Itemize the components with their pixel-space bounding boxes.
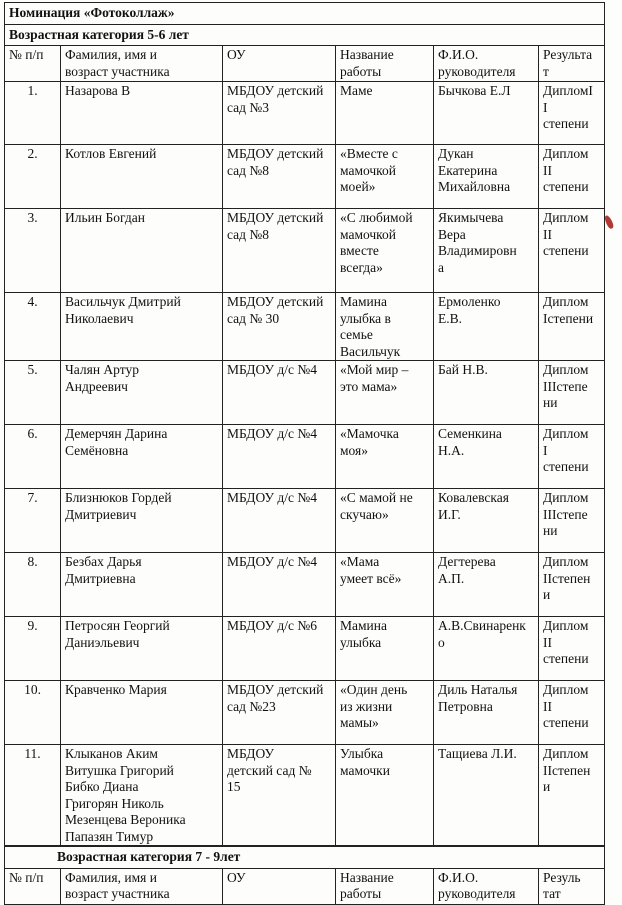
cell-num: 5. [5, 361, 61, 425]
cell-leader: Тащиева Л.И. [434, 745, 539, 846]
cell-leader: Диль Наталья Петровна [434, 681, 539, 745]
header-result: Результа т [539, 46, 605, 82]
table-row [5, 82, 605, 145]
table-row [5, 489, 605, 553]
cell-leader: Бычкова Е.Л [434, 82, 539, 145]
cell-leader: Якимычева Вера Владимировн а [434, 209, 539, 293]
header-num: № п/п [5, 868, 61, 904]
results-table-2 [4, 846, 605, 905]
cell-result: Диплом II степени [539, 617, 605, 681]
table-row [5, 553, 605, 617]
cell-org: МБДОУ д/с №4 [223, 361, 336, 425]
cell-work: «Мама умеет всё» [336, 553, 434, 617]
cell-name: Петросян Георгий Даниэльевич [61, 617, 223, 681]
cell-name: Близнюков Гордей Дмитриевич [61, 489, 223, 553]
header-org: ОУ [223, 46, 336, 82]
ink-mark [603, 214, 614, 229]
cell-result: Диплом Iстепени [539, 293, 605, 361]
cell-name: Демерчян Дарина Семёновна [61, 425, 223, 489]
cell-org: МБДОУ детский сад №8 [223, 145, 336, 209]
cell-num: 4. [5, 293, 61, 361]
cell-num: 8. [5, 553, 61, 617]
table-row [5, 425, 605, 489]
header-num: № п/п [5, 46, 61, 82]
cell-name: Безбах Дарья Дмитриевна [61, 553, 223, 617]
header-work: Название работы [336, 46, 434, 82]
table-row [5, 745, 605, 846]
cell-num: 1. [5, 82, 61, 145]
header-work: Название работы [336, 868, 434, 904]
cell-result: Диплом I степени [539, 425, 605, 489]
cell-num: 2. [5, 145, 61, 209]
table-row [5, 681, 605, 745]
cell-result: Диплом II степени [539, 209, 605, 293]
cell-work: «Вместе с мамочкой моей» [336, 145, 434, 209]
cell-leader: Бай Н.В. [434, 361, 539, 425]
cell-org: МБДОУ д/с №4 [223, 425, 336, 489]
header-leader: Ф.И.О. руководителя [434, 46, 539, 82]
cell-result: Диплом IIIстепе ни [539, 361, 605, 425]
cell-name: Назарова В [61, 82, 223, 145]
document-sheet [4, 2, 604, 905]
cell-num: 9. [5, 617, 61, 681]
table-row [5, 293, 605, 361]
cell-org: МБДОУ детский сад № 15 [223, 745, 336, 846]
cell-org: МБДОУ детский сад №3 [223, 82, 336, 145]
header-name: Фамилия, имя и возраст участника [61, 868, 223, 904]
cell-result: Диплом IIстепен и [539, 745, 605, 846]
header-name: Фамилия, имя и возраст участника [61, 46, 223, 82]
header-org: ОУ [223, 868, 336, 904]
cell-name: Клыканов Аким Витушка Григорий Бибко Диана Григорян Николь Мезенцева Вероника Папазян Тимур [61, 745, 223, 846]
nomination-title: Номинация «Фотоколлаж» [5, 3, 605, 25]
cell-num: 10. [5, 681, 61, 745]
cell-org: МБДОУ детский сад №23 [223, 681, 336, 745]
results-table [4, 2, 605, 846]
table-row [5, 361, 605, 425]
cell-work: Мамина улыбка [336, 617, 434, 681]
cell-org: МБДОУ детский сад № 30 [223, 293, 336, 361]
cell-leader: Ковалевская И.Г. [434, 489, 539, 553]
cell-work: Мамина улыбка в семье Васильчук [336, 293, 434, 361]
table-header-row-2 [5, 868, 605, 904]
cell-work: «Мамочка моя» [336, 425, 434, 489]
table-row [5, 617, 605, 681]
cell-leader: Дукан Екатерина Михайловна [434, 145, 539, 209]
cell-work: «С мамой не скучаю» [336, 489, 434, 553]
cell-work: «Мой мир – это мама» [336, 361, 434, 425]
cell-num: 11. [5, 745, 61, 846]
cell-name: Васильчук Дмитрий Николаевич [61, 293, 223, 361]
cell-name: Чалян Артур Андреевич [61, 361, 223, 425]
cell-org: МБДОУ д/с №6 [223, 617, 336, 681]
cell-num: 3. [5, 209, 61, 293]
cell-leader: Семенкина Н.А. [434, 425, 539, 489]
cell-org: МБДОУ детский сад №8 [223, 209, 336, 293]
cell-leader: Ермоленко Е.В. [434, 293, 539, 361]
cell-name: Ильин Богдан [61, 209, 223, 293]
cell-work: «С любимой мамочкой вместе всегда» [336, 209, 434, 293]
cell-result: ДипломI I степени [539, 82, 605, 145]
table-header-row [5, 46, 605, 82]
cell-leader: Дегтерева А.П. [434, 553, 539, 617]
cell-leader: А.В.Свинаренк о [434, 617, 539, 681]
cell-name: Кравченко Мария [61, 681, 223, 745]
cell-org: МБДОУ д/с №4 [223, 489, 336, 553]
cell-name: Котлов Евгений [61, 145, 223, 209]
cell-result: Диплом II степени [539, 145, 605, 209]
cell-work: «Один день из жизни мамы» [336, 681, 434, 745]
header-leader: Ф.И.О. руководителя [434, 868, 539, 904]
cell-num: 6. [5, 425, 61, 489]
cell-work: Маме [336, 82, 434, 145]
cell-work: Улыбка мамочки [336, 745, 434, 846]
cell-result: Диплом IIстепен и [539, 553, 605, 617]
cell-result: Диплом IIIстепе ни [539, 489, 605, 553]
table-row [5, 209, 605, 293]
table-row [5, 145, 605, 209]
cell-result: Диплом II степени [539, 681, 605, 745]
cell-num: 7. [5, 489, 61, 553]
category-title: Возрастная категория 5-6 лет [5, 24, 605, 46]
cell-org: МБДОУ д/с №4 [223, 553, 336, 617]
category-title-2: Возрастная категория 7 - 9лет [5, 847, 605, 869]
header-result: Резуль тат [539, 868, 605, 904]
